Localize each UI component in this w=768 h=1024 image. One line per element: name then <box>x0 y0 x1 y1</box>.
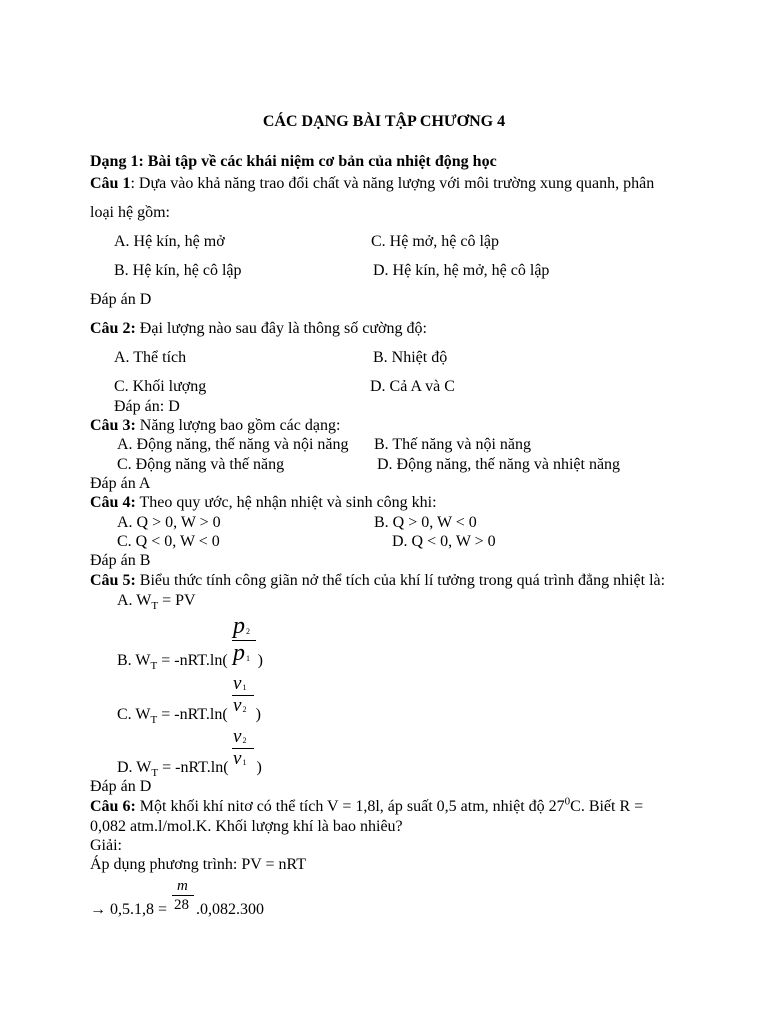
q6-equation-right: .0,082.300 <box>196 901 264 918</box>
q5-option-d: D. $W_T = -nRT.\ln$( ) <box>117 759 262 780</box>
q1-answer: Đáp án D <box>90 291 152 308</box>
q5-answer: Đáp án D <box>90 778 152 795</box>
q4-option-d: D. Q < 0, W > 0 <box>392 533 496 550</box>
q1-option-d: D. Hệ kín, hệ mở, hệ cô lập <box>373 262 550 279</box>
q2-option-d: D. Cả A và C <box>370 378 455 395</box>
question-6-label: Câu 6: <box>90 798 136 815</box>
q5-b-denominator: p1 <box>233 640 250 666</box>
q2-answer: Đáp án: D <box>114 398 180 415</box>
q5-option-a: A. $W_T$ = PV <box>117 592 196 613</box>
q6-apply-equation: Áp dụng phương trình: PV = nRT <box>90 856 307 873</box>
question-5 <box>90 572 665 590</box>
q6-fraction-denominator: 28 <box>174 897 189 913</box>
question-2-text: Đại lượng nào sau đây là thông số cường độ: <box>135 320 427 337</box>
question-4-text: Theo quy ước, hệ nhận nhiệt và sinh công khi: <box>135 494 437 511</box>
question-6: Câu 6: Một khối khí nitơ có thể tích V = 1,8l, áp suất 0,5 atm, nhiệt độ $27^0C$. Biết R = <box>90 795 644 815</box>
section-heading: Dạng 1: Bài tập về các khái niệm cơ bản của nhiệt động học <box>90 153 497 170</box>
q6-solution-label: Giải: <box>90 837 122 854</box>
q4-option-b: B. Q > 0, W < 0 <box>374 514 477 531</box>
question-3-label: Câu 3: <box>90 417 136 434</box>
question-4-label: Câu 4: <box>90 494 136 511</box>
question-5-label: Câu 5: <box>90 572 136 589</box>
q3-answer: Đáp án A <box>90 475 151 492</box>
q5-option-b: B. $W_T = -nRT.\ln$( ) <box>117 652 263 673</box>
question-1-label: Câu 1 <box>90 175 131 192</box>
q2-option-a: A. Thể tích <box>114 349 187 366</box>
q4-option-c: C. Q < 0, W < 0 <box>117 533 220 550</box>
q3-option-c: C. Động năng và thế năng <box>117 456 285 473</box>
q2-option-c: C. Khối lượng <box>114 378 207 395</box>
q5-c-numerator: v1 <box>233 673 247 694</box>
q2-option-b: B. Nhiệt độ <box>373 349 448 366</box>
question-6-text-cont: 0,082 atm.l/mol.K. Khối lượng khí là bao nhiêu? <box>90 818 403 835</box>
q5-d-denominator: v1 <box>233 748 247 769</box>
q3-option-b: B. Thế năng và nội năng <box>374 436 532 453</box>
q5-c-denominator: v2 <box>233 695 247 716</box>
question-5-text: Biểu thức tính công giãn nở thể tích của khí lí tưởng trong quá trình đẳng nhiệt là: <box>135 572 666 589</box>
q1-option-c: C. Hệ mở, hệ cô lập <box>371 233 499 250</box>
q5-d-numerator: v2 <box>233 726 247 747</box>
question-1-text-cont: loại hệ gồm: <box>90 204 170 221</box>
question-3 <box>90 417 340 435</box>
q5-option-c: C. $W_T = -nRT.\ln$( ) <box>117 706 261 727</box>
question-2 <box>90 320 427 338</box>
q3-option-d: D. Động năng, thế năng và nhiệt năng <box>377 456 621 473</box>
q4-option-a: A. Q > 0, W > 0 <box>117 514 221 531</box>
q4-answer: Đáp án B <box>90 552 151 569</box>
q6-equation-left: → 0,5.1,8 = <box>90 901 168 918</box>
q1-option-b: B. Hệ kín, hệ cô lập <box>114 262 242 279</box>
q1-option-a: A. Hệ kín, hệ mở <box>114 233 225 250</box>
question-3-text: Năng lượng bao gồm các dạng: <box>135 417 341 434</box>
question-4 <box>90 494 437 512</box>
q5-b-numerator: p2 <box>233 613 250 639</box>
q6-fraction-numerator: m <box>177 878 188 894</box>
question-1-text: : Dựa vào khả năng trao đổi chất và năng lượng với môi trường xung quanh, phân <box>130 175 655 192</box>
page-title: CÁC DẠNG BÀI TẬP CHƯƠNG 4 <box>262 113 506 130</box>
question-2-label: Câu 2: <box>90 320 136 337</box>
q3-option-a: A. Động năng, thế năng và nội năng <box>117 436 349 453</box>
question-1 <box>90 175 654 193</box>
